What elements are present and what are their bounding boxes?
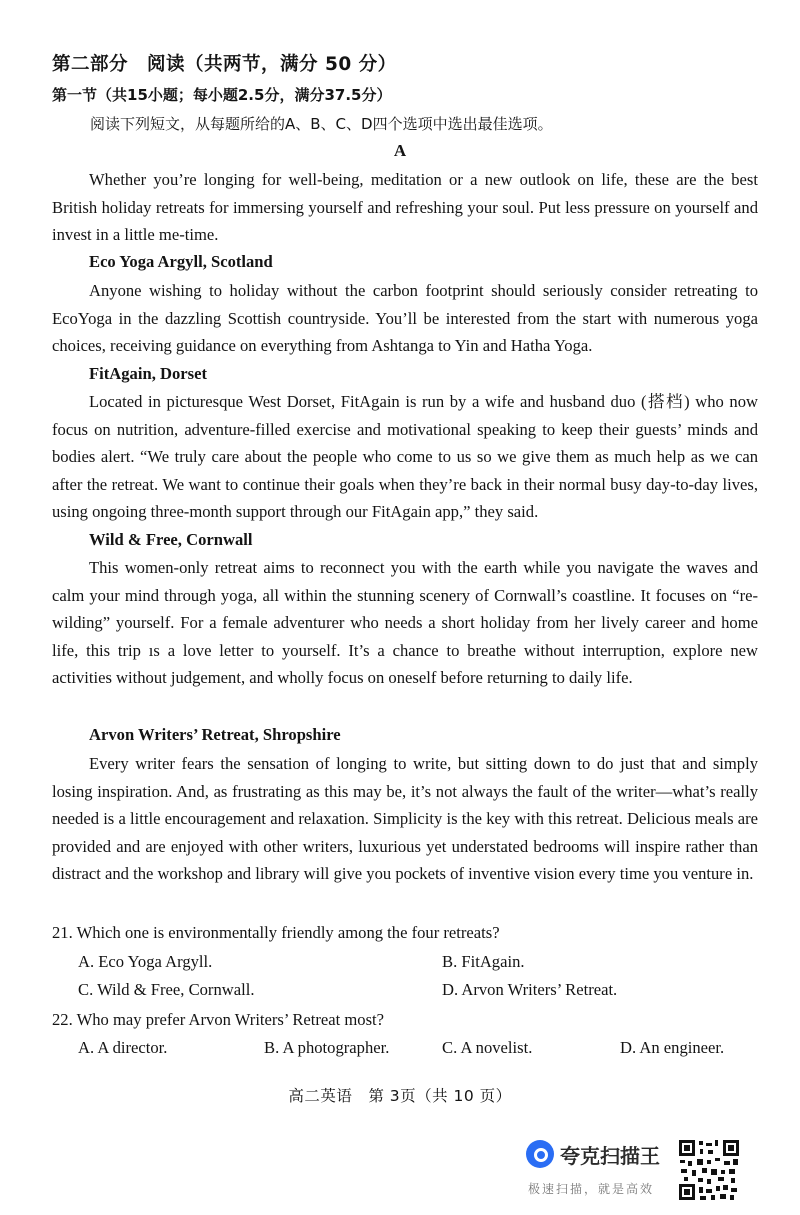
retreat-heading: Wild & Free, Cornwall [89,530,253,549]
watermark-app-name: 夸克扫描王 [560,1144,660,1168]
section-title: 第二部分 阅读（共两节，满分 50 分） [52,54,397,75]
retreat-heading: Arvon Writers’ Retreat, Shropshire [89,725,341,744]
retreat-paragraph: This women-only retreat aims to reconnect you with the earth while you navigate the waves and calm your mind through yoga, all within the stunning scenery of Cornwall’s coastline. It focuses on “re-wilding” yourself. For a female adventurer who needs a short holiday from her lively career and home life, this trip ıs a love letter to yourself. It’s a chance to breathe without interruption, explore new activities without judgement, and wholly focus on oneself before returning to daily life. [52,558,758,688]
option-22-d: D. An engineer. [620,1038,725,1057]
qr-code-icon [678,1139,740,1201]
retreat-heading: FitAgain, Dorset [89,364,207,383]
option-21-c: C. Wild & Free, Cornwall. [78,980,255,999]
question-21: 21. Which one is environmentally friendly among the four retreats? [52,923,500,942]
passage-label: A [393,141,407,160]
watermark-slogan: 极速扫描，就是高效 [528,1182,655,1196]
option-21-b: B. FitAgain. [442,952,525,971]
subsection-title: 第一节（共15小题；每小题2.5分，满分37.5分） [52,86,392,104]
option-21-d: D. Arvon Writers’ Retreat. [442,980,618,999]
retreat-heading: Eco Yoga Argyll, Scotland [89,252,273,271]
option-21-a: A. Eco Yoga Argyll. [78,952,213,971]
question-22: 22. Who may prefer Arvon Writers’ Retreat most? [52,1010,385,1029]
retreat-paragraph: Located in picturesque West Dorset, FitAgain is run by a wife and husband duo (搭档) who now focus on nutrition, adventure-filled exercise and motivational speaking to keep their guests’ minds and bodies alert. “We truly care about the people who come to us so we give them as much help as we can after the retreat. We want to continue their goals when they’re back in their normal busy day-to-day lives, using ongoing three-month support through our FitAgain app,” they said. [52,392,758,522]
passage-intro: Whether you’re longing for well-being, meditation or a new outlook on life, these are the best British holiday retreats for immersing yourself and refreshing your soul. Put less pressure on yourself and invest in a little me-time. [52,170,758,245]
scanner-watermark [526,1140,676,1200]
retreat-paragraph: Every writer fears the sensation of longing to write, but sitting down to do just that and simply losing inspiration. And, as frustrating as this may be, it’s not always the fault of the writer—what’s really needed is a little encouragement and relaxation. Simplicity is the key with this retreat. Delicious meals are provided and are enjoyed with other writers, luxurious yet understated bedrooms will inspire rather than distract and the workshop and library will give you pockets of inventive vision every time you venture in. [52,754,758,884]
option-22-c: C. A novelist. [442,1038,533,1057]
option-22-a: A. A director. [78,1038,168,1057]
retreat-paragraph: Anyone wishing to holiday without the carbon footprint should seriously consider retreating to EcoYoga in the dazzling Scottish countryside. You’ll be interested from the start with numerous yoga choices, receiving guidance on everything from Ashtanga to Yin and Hatha Yoga. [52,281,758,356]
option-22-b: B. A photographer. [264,1038,390,1057]
quark-logo-icon [526,1140,554,1168]
page-footer: 高二英语 第 3页（共 10 页） [288,1087,512,1105]
instruction-text: 阅读下列短文，从每题所给的A、B、C、D四个选项中选出最佳选项。 [90,115,553,133]
